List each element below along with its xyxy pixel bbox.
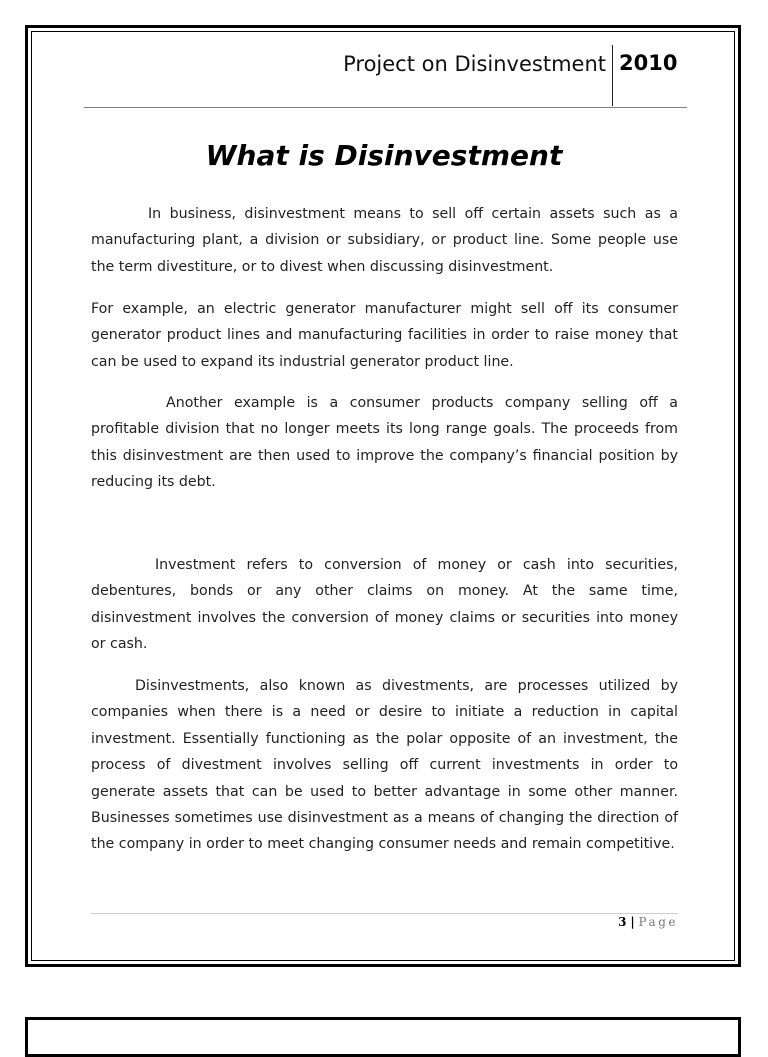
header-rule: [84, 107, 687, 108]
paragraph-definition: In business, disinvestment means to sell off certain assets such as a manufacturing plant, a division or subsidiary, or product line. Some people use the term divestiture, or to divest when discussing disinvestment.: [91, 206, 678, 275]
page-footer: [618, 915, 678, 929]
paragraph-example-generator: For example, an electric generator manufacturer might sell off its consumer generator product lines and manufacturing facilities in order to raise money that can be used to expand its industrial generator product line.: [91, 301, 678, 370]
paragraph-example-consumer: Another example is a consumer products company selling off a profitable division that no longer meets its long range goals. The proceeds from this disinvestment are then used to improve the company’s financial position by reducing its debt.: [91, 395, 678, 491]
next-page-frame: [25, 1017, 741, 1057]
header-divider: [612, 45, 613, 106]
header-year: 2010: [619, 51, 678, 75]
footer-rule: [91, 913, 678, 914]
paragraph-investment: Investment refers to conversion of money or cash into securities, debentures, bonds or any other claims on money. At the same time, disinvestment involves the conversion of money claims or securities into money or cash.: [91, 557, 678, 653]
page-label: Page: [638, 915, 678, 929]
page-number: 3: [618, 915, 627, 929]
paragraph-divestments: Disinvestments, also known as divestments, are processes utilized by companies when there is a need or desire to initiate a reduction in capital investment. Essentially functioning as the polar opposite of an investment, the process of divestment involves selling off current investments in order to generate assets that can be used to better advantage in some other manner. Businesses sometimes use disinvestment as a means of changing the direction of the company in order to meet changing consumer needs and remain competitive.: [91, 678, 678, 853]
header-title: Project on Disinvestment: [343, 52, 606, 76]
document-title: What is Disinvestment: [205, 139, 563, 172]
page-separator: |: [630, 915, 635, 929]
